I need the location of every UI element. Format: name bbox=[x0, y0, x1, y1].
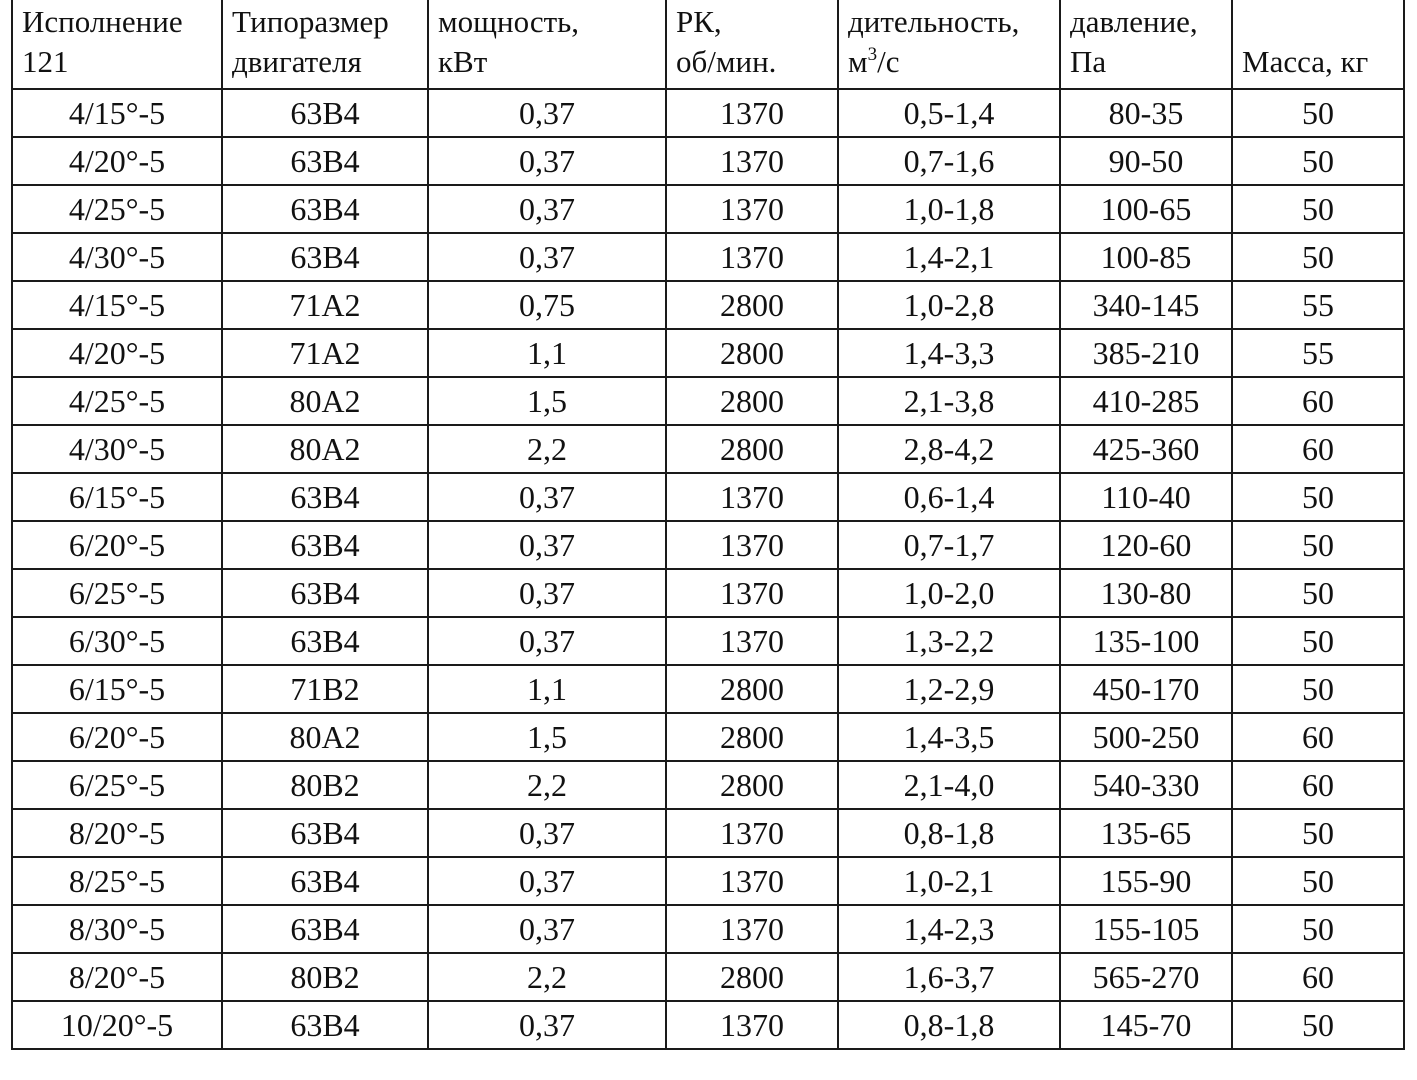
cell-motor-size: 63В4 bbox=[222, 809, 428, 857]
cell-rpm: 2800 bbox=[666, 425, 838, 473]
header-version-line-1: Исполнение bbox=[22, 4, 183, 39]
cell-version: 4/30°-5 bbox=[12, 233, 222, 281]
cell-power: 2,2 bbox=[428, 953, 666, 1001]
cell-version: 4/15°-5 bbox=[12, 281, 222, 329]
cell-mass: 55 bbox=[1232, 329, 1404, 377]
cell-motor-size: 63В4 bbox=[222, 185, 428, 233]
cell-capacity: 1,0-2,0 bbox=[838, 569, 1060, 617]
table-row bbox=[12, 665, 1404, 713]
cell-rpm: 1370 bbox=[666, 185, 838, 233]
cell-rpm: 2800 bbox=[666, 665, 838, 713]
cell-capacity: 1,4-3,5 bbox=[838, 713, 1060, 761]
header-rpm-line-2: об/мин. bbox=[676, 44, 777, 79]
header-mass-line-1: Масса, кг bbox=[1242, 44, 1369, 79]
cell-capacity: 1,0-2,8 bbox=[838, 281, 1060, 329]
table-row bbox=[12, 809, 1404, 857]
header-version-line-2: 121 bbox=[22, 44, 69, 79]
header-capacity-unit-exponent: 3 bbox=[867, 44, 878, 65]
cell-capacity: 0,8-1,8 bbox=[838, 809, 1060, 857]
cell-pressure: 110-40 bbox=[1060, 473, 1232, 521]
cell-power: 0,37 bbox=[428, 569, 666, 617]
header-pressure-line-2: Па bbox=[1070, 44, 1107, 79]
cell-version: 6/20°-5 bbox=[12, 713, 222, 761]
cell-motor-size: 63В4 bbox=[222, 857, 428, 905]
header-capacity-line-1: дительность, bbox=[848, 4, 1020, 39]
cell-mass: 50 bbox=[1232, 665, 1404, 713]
cell-power: 0,37 bbox=[428, 905, 666, 953]
cell-pressure: 450-170 bbox=[1060, 665, 1232, 713]
table-row bbox=[12, 233, 1404, 281]
cell-power: 1,1 bbox=[428, 665, 666, 713]
cell-capacity: 1,4-2,3 bbox=[838, 905, 1060, 953]
cell-mass: 50 bbox=[1232, 185, 1404, 233]
cell-motor-size: 63В4 bbox=[222, 89, 428, 137]
cell-pressure: 135-100 bbox=[1060, 617, 1232, 665]
cell-power: 1,5 bbox=[428, 377, 666, 425]
cell-power: 0,37 bbox=[428, 137, 666, 185]
cell-mass: 60 bbox=[1232, 425, 1404, 473]
cell-rpm: 1370 bbox=[666, 521, 838, 569]
cell-capacity: 0,5-1,4 bbox=[838, 89, 1060, 137]
cell-version: 8/25°-5 bbox=[12, 857, 222, 905]
cell-version: 8/20°-5 bbox=[12, 809, 222, 857]
cell-mass: 50 bbox=[1232, 857, 1404, 905]
cell-motor-size: 80А2 bbox=[222, 425, 428, 473]
cell-pressure: 135-65 bbox=[1060, 809, 1232, 857]
header-capacity-unit-rest: /с bbox=[877, 44, 900, 79]
cell-power: 0,37 bbox=[428, 521, 666, 569]
cell-mass: 55 bbox=[1232, 281, 1404, 329]
cell-mass: 60 bbox=[1232, 713, 1404, 761]
cell-pressure: 425-360 bbox=[1060, 425, 1232, 473]
cell-version: 8/30°-5 bbox=[12, 905, 222, 953]
cell-rpm: 2800 bbox=[666, 329, 838, 377]
cell-power: 1,1 bbox=[428, 329, 666, 377]
cell-version: 4/20°-5 bbox=[12, 329, 222, 377]
cell-capacity: 0,8-1,8 bbox=[838, 1001, 1060, 1049]
cell-power: 0,37 bbox=[428, 473, 666, 521]
table-body bbox=[12, 89, 1404, 1049]
table-row bbox=[12, 425, 1404, 473]
cell-motor-size: 63В4 bbox=[222, 617, 428, 665]
cell-pressure: 120-60 bbox=[1060, 521, 1232, 569]
header-version bbox=[12, 0, 222, 89]
cell-capacity: 0,6-1,4 bbox=[838, 473, 1060, 521]
cell-rpm: 2800 bbox=[666, 377, 838, 425]
cell-mass: 50 bbox=[1232, 521, 1404, 569]
cell-motor-size: 80В2 bbox=[222, 953, 428, 1001]
header-motor-size-line-2: двигателя bbox=[232, 44, 362, 79]
cell-mass: 50 bbox=[1232, 905, 1404, 953]
table-row bbox=[12, 857, 1404, 905]
cell-pressure: 90-50 bbox=[1060, 137, 1232, 185]
table-row bbox=[12, 89, 1404, 137]
cell-capacity: 1,0-1,8 bbox=[838, 185, 1060, 233]
cell-mass: 50 bbox=[1232, 233, 1404, 281]
cell-power: 2,2 bbox=[428, 761, 666, 809]
cell-rpm: 2800 bbox=[666, 953, 838, 1001]
cell-pressure: 80-35 bbox=[1060, 89, 1232, 137]
header-rpm-line-1: РК, bbox=[676, 4, 722, 39]
header-power-line-1: мощность, bbox=[438, 4, 580, 39]
header-capacity-unit-base: м bbox=[848, 44, 868, 79]
cell-mass: 50 bbox=[1232, 1001, 1404, 1049]
cell-rpm: 1370 bbox=[666, 905, 838, 953]
cell-capacity: 1,0-2,1 bbox=[838, 857, 1060, 905]
header-motor-size-line-1: Типоразмер bbox=[232, 4, 389, 39]
cell-version: 4/20°-5 bbox=[12, 137, 222, 185]
cell-version: 6/20°-5 bbox=[12, 521, 222, 569]
table-row bbox=[12, 953, 1404, 1001]
cell-rpm: 1370 bbox=[666, 569, 838, 617]
cell-version: 6/15°-5 bbox=[12, 473, 222, 521]
cell-power: 1,5 bbox=[428, 713, 666, 761]
cell-pressure: 540-330 bbox=[1060, 761, 1232, 809]
table-row bbox=[12, 521, 1404, 569]
cell-motor-size: 63В4 bbox=[222, 137, 428, 185]
cell-mass: 60 bbox=[1232, 953, 1404, 1001]
cell-rpm: 1370 bbox=[666, 137, 838, 185]
cell-power: 0,37 bbox=[428, 89, 666, 137]
cell-rpm: 1370 bbox=[666, 857, 838, 905]
cell-rpm: 2800 bbox=[666, 281, 838, 329]
cell-capacity: 1,4-3,3 bbox=[838, 329, 1060, 377]
header-mass bbox=[1232, 0, 1404, 89]
cell-rpm: 1370 bbox=[666, 809, 838, 857]
cell-motor-size: 63В4 bbox=[222, 473, 428, 521]
cell-motor-size: 80А2 bbox=[222, 713, 428, 761]
fan-spec-table bbox=[11, 0, 1405, 1050]
header-motor-size bbox=[222, 0, 428, 89]
cell-version: 4/30°-5 bbox=[12, 425, 222, 473]
cell-mass: 50 bbox=[1232, 89, 1404, 137]
cell-capacity: 2,1-3,8 bbox=[838, 377, 1060, 425]
table-row bbox=[12, 329, 1404, 377]
cell-capacity: 2,1-4,0 bbox=[838, 761, 1060, 809]
header-power-line-2: кВт bbox=[438, 44, 488, 79]
cell-motor-size: 63В4 bbox=[222, 905, 428, 953]
cell-motor-size: 80В2 bbox=[222, 761, 428, 809]
cell-pressure: 565-270 bbox=[1060, 953, 1232, 1001]
table-row bbox=[12, 617, 1404, 665]
cell-power: 0,37 bbox=[428, 857, 666, 905]
cell-capacity: 2,8-4,2 bbox=[838, 425, 1060, 473]
table-row bbox=[12, 1001, 1404, 1049]
cell-mass: 50 bbox=[1232, 137, 1404, 185]
table-row bbox=[12, 761, 1404, 809]
cell-capacity: 1,6-3,7 bbox=[838, 953, 1060, 1001]
cell-version: 8/20°-5 bbox=[12, 953, 222, 1001]
cell-pressure: 500-250 bbox=[1060, 713, 1232, 761]
table-row bbox=[12, 377, 1404, 425]
table-row bbox=[12, 713, 1404, 761]
cell-motor-size: 71В2 bbox=[222, 665, 428, 713]
header-pressure bbox=[1060, 0, 1232, 89]
table-header-row bbox=[12, 0, 1404, 89]
cell-capacity: 0,7-1,7 bbox=[838, 521, 1060, 569]
cell-power: 0,37 bbox=[428, 185, 666, 233]
header-capacity-line-2 bbox=[848, 42, 1059, 82]
cell-pressure: 155-105 bbox=[1060, 905, 1232, 953]
cell-mass: 50 bbox=[1232, 617, 1404, 665]
cell-motor-size: 63В4 bbox=[222, 1001, 428, 1049]
cell-motor-size: 63В4 bbox=[222, 521, 428, 569]
header-pressure-line-1: давление, bbox=[1070, 4, 1198, 39]
cell-motor-size: 80А2 bbox=[222, 377, 428, 425]
cell-power: 0,37 bbox=[428, 233, 666, 281]
cell-rpm: 1370 bbox=[666, 89, 838, 137]
cell-power: 0,37 bbox=[428, 617, 666, 665]
cell-capacity: 0,7-1,6 bbox=[838, 137, 1060, 185]
cell-motor-size: 63В4 bbox=[222, 233, 428, 281]
cell-pressure: 100-85 bbox=[1060, 233, 1232, 281]
header-rpm bbox=[666, 0, 838, 89]
cell-version: 4/15°-5 bbox=[12, 89, 222, 137]
cell-power: 0,75 bbox=[428, 281, 666, 329]
cell-pressure: 145-70 bbox=[1060, 1001, 1232, 1049]
cell-motor-size: 63В4 bbox=[222, 569, 428, 617]
cell-motor-size: 71А2 bbox=[222, 329, 428, 377]
cell-pressure: 155-90 bbox=[1060, 857, 1232, 905]
cell-version: 6/25°-5 bbox=[12, 569, 222, 617]
cell-rpm: 1370 bbox=[666, 233, 838, 281]
cell-capacity: 1,2-2,9 bbox=[838, 665, 1060, 713]
cell-rpm: 1370 bbox=[666, 473, 838, 521]
table-row bbox=[12, 905, 1404, 953]
cell-motor-size: 71А2 bbox=[222, 281, 428, 329]
cell-rpm: 2800 bbox=[666, 761, 838, 809]
cell-power: 0,37 bbox=[428, 1001, 666, 1049]
cell-mass: 60 bbox=[1232, 761, 1404, 809]
cell-power: 2,2 bbox=[428, 425, 666, 473]
table-row bbox=[12, 569, 1404, 617]
cell-mass: 50 bbox=[1232, 473, 1404, 521]
cell-version: 6/30°-5 bbox=[12, 617, 222, 665]
cell-pressure: 100-65 bbox=[1060, 185, 1232, 233]
cell-rpm: 1370 bbox=[666, 617, 838, 665]
table-row bbox=[12, 137, 1404, 185]
cell-mass: 50 bbox=[1232, 569, 1404, 617]
cell-pressure: 385-210 bbox=[1060, 329, 1232, 377]
cell-capacity: 1,3-2,2 bbox=[838, 617, 1060, 665]
cell-pressure: 130-80 bbox=[1060, 569, 1232, 617]
table-row bbox=[12, 185, 1404, 233]
header-capacity bbox=[838, 0, 1060, 89]
cell-version: 4/25°-5 bbox=[12, 185, 222, 233]
cell-rpm: 2800 bbox=[666, 713, 838, 761]
cell-version: 10/20°-5 bbox=[12, 1001, 222, 1049]
cell-pressure: 410-285 bbox=[1060, 377, 1232, 425]
cell-rpm: 1370 bbox=[666, 1001, 838, 1049]
cell-power: 0,37 bbox=[428, 809, 666, 857]
table-row bbox=[12, 473, 1404, 521]
cell-version: 6/25°-5 bbox=[12, 761, 222, 809]
table-row bbox=[12, 281, 1404, 329]
cell-mass: 50 bbox=[1232, 809, 1404, 857]
cell-capacity: 1,4-2,1 bbox=[838, 233, 1060, 281]
cell-version: 6/15°-5 bbox=[12, 665, 222, 713]
cell-pressure: 340-145 bbox=[1060, 281, 1232, 329]
cell-version: 4/25°-5 bbox=[12, 377, 222, 425]
cell-mass: 60 bbox=[1232, 377, 1404, 425]
header-power bbox=[428, 0, 666, 89]
